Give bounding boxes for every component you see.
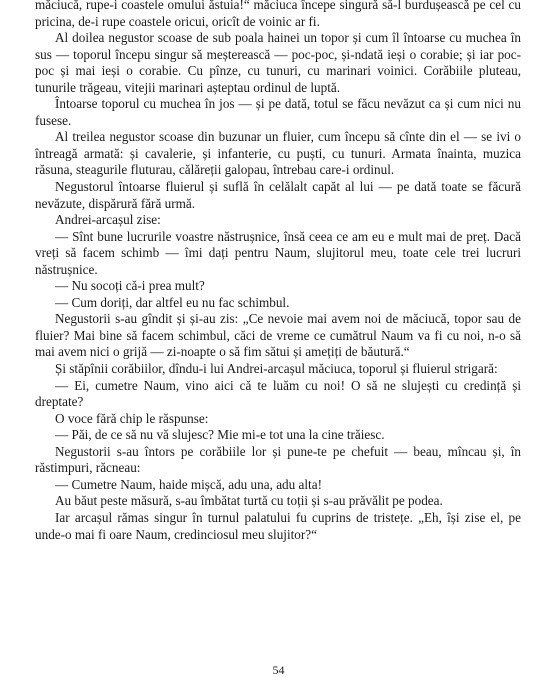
paragraph-whistle-reversed: Negustorul întoarse fluierul și suflă în celălalt capăt al lui — pe dată toate se făcură nevăzute, dispărură fără urmă. <box>35 179 521 211</box>
paragraph-archer-sad: Iar arcașul rămas singur în turnul palatului fu cuprins de tristețe. „Eh, își zise el, pe unde-o mai fi oare Naum, credinciosul meu slujitor?“ <box>35 509 521 542</box>
paragraph-second-merchant: Al doilea negustor scoase de sub poala hainei un topor și cum îl întoarse cu muchea în sus — toporul începu singur să meșterească — poc-poc, și-ndată ieși o corabie; și iar poc-poc și mai ieși o corabie. Cu pînze, cu tunuri, cu marinari voinici. Corăbiile pluteau, tunurile trăgeau, vitejii marinari așteptau ordinul de luptă. <box>35 30 521 95</box>
paragraph-andrei-speaks: Andrei-arcașul zise: <box>55 212 161 228</box>
dialogue-line: — Sînt bune lucrurile voastre năstrușnice, însă ceea ce am eu e mult mai de preț. Dacă vreți să facem schimb — îmi dați pentru Naum, slujitorul meu, toate cele trei lucruri năstrușnice. <box>35 228 521 277</box>
paragraph-third-merchant: Al treilea negustor scoase din buzunar un fluier, cum începu să cînte din el — se ivi o întreagă armată: și cavalerie, și infanterie, cu puști, cu tunuri. Armata înainta, muzica răsuna, steagurile fluturau, călăreții galopau, întrebau care-i ordinul. <box>35 129 521 178</box>
dialogue-line: — Cumetre Naum, haide mișcă, adu una, adu alta! <box>55 476 322 492</box>
dialogue-line: — Cum doriți, dar altfel eu nu fac schimbul. <box>55 294 290 310</box>
dialogue-line: — Nu socoți că-i prea mult? <box>55 278 205 294</box>
paragraph-merchants-think: Negustorii s-au gîndit și și-au zis: „Ce nevoie mai avem noi de măciucă, topor sau de fluier? Mai bine să facem schimbul, căci de vreme ce cumătrul Naum va fi cu noi, n-o să mai avem nici o grijă — zi-noapte o să fim sătui și amețiți de băutură.“ <box>35 311 521 360</box>
page-body-text <box>35 0 521 543</box>
paragraph-continuation: măciucă, rupe-i coastele omului ăstuia!“ măciuca începe singură să-l burdușească pe cel cu pricina, de-i rupe coastele oricui, oricît de voinic ar fi. <box>35 0 521 29</box>
paragraph-axe-reversed: Întoarse toporul cu muchea în jos — și pe dată, totul se făcu nevăzut ca și cum nici nu fusese. <box>35 96 521 128</box>
dialogue-line: — Ei, cumetre Naum, vino aici că te luăm cu noi! O să ne slujești cu credință și dreptate? <box>35 377 521 410</box>
paragraph-merchants-drunk: Au băut peste măsură, s-au îmbătat turtă cu toții și s-au prăvălit pe podea. <box>55 493 443 509</box>
paragraph-voice-answers: O voce fără chip le răspunse: <box>55 410 209 426</box>
paragraph-ship-owners-shout: Și stăpînii corăbiilor, dîndu-i lui Andrei-arcașul măciuca, toporul și fluierul strigară: <box>55 361 498 377</box>
dialogue-line: — Păi, de ce să nu vă slujesc? Mie mi-e tot una la cine trăiesc. <box>55 427 385 443</box>
paragraph-merchants-feast: Negustorii s-au întors pe corăbiile lor și pune-te pe chefuit — beau, mîncau și, în răstimpuri, răcneau: <box>35 443 521 476</box>
page-number: 54 <box>272 663 285 677</box>
